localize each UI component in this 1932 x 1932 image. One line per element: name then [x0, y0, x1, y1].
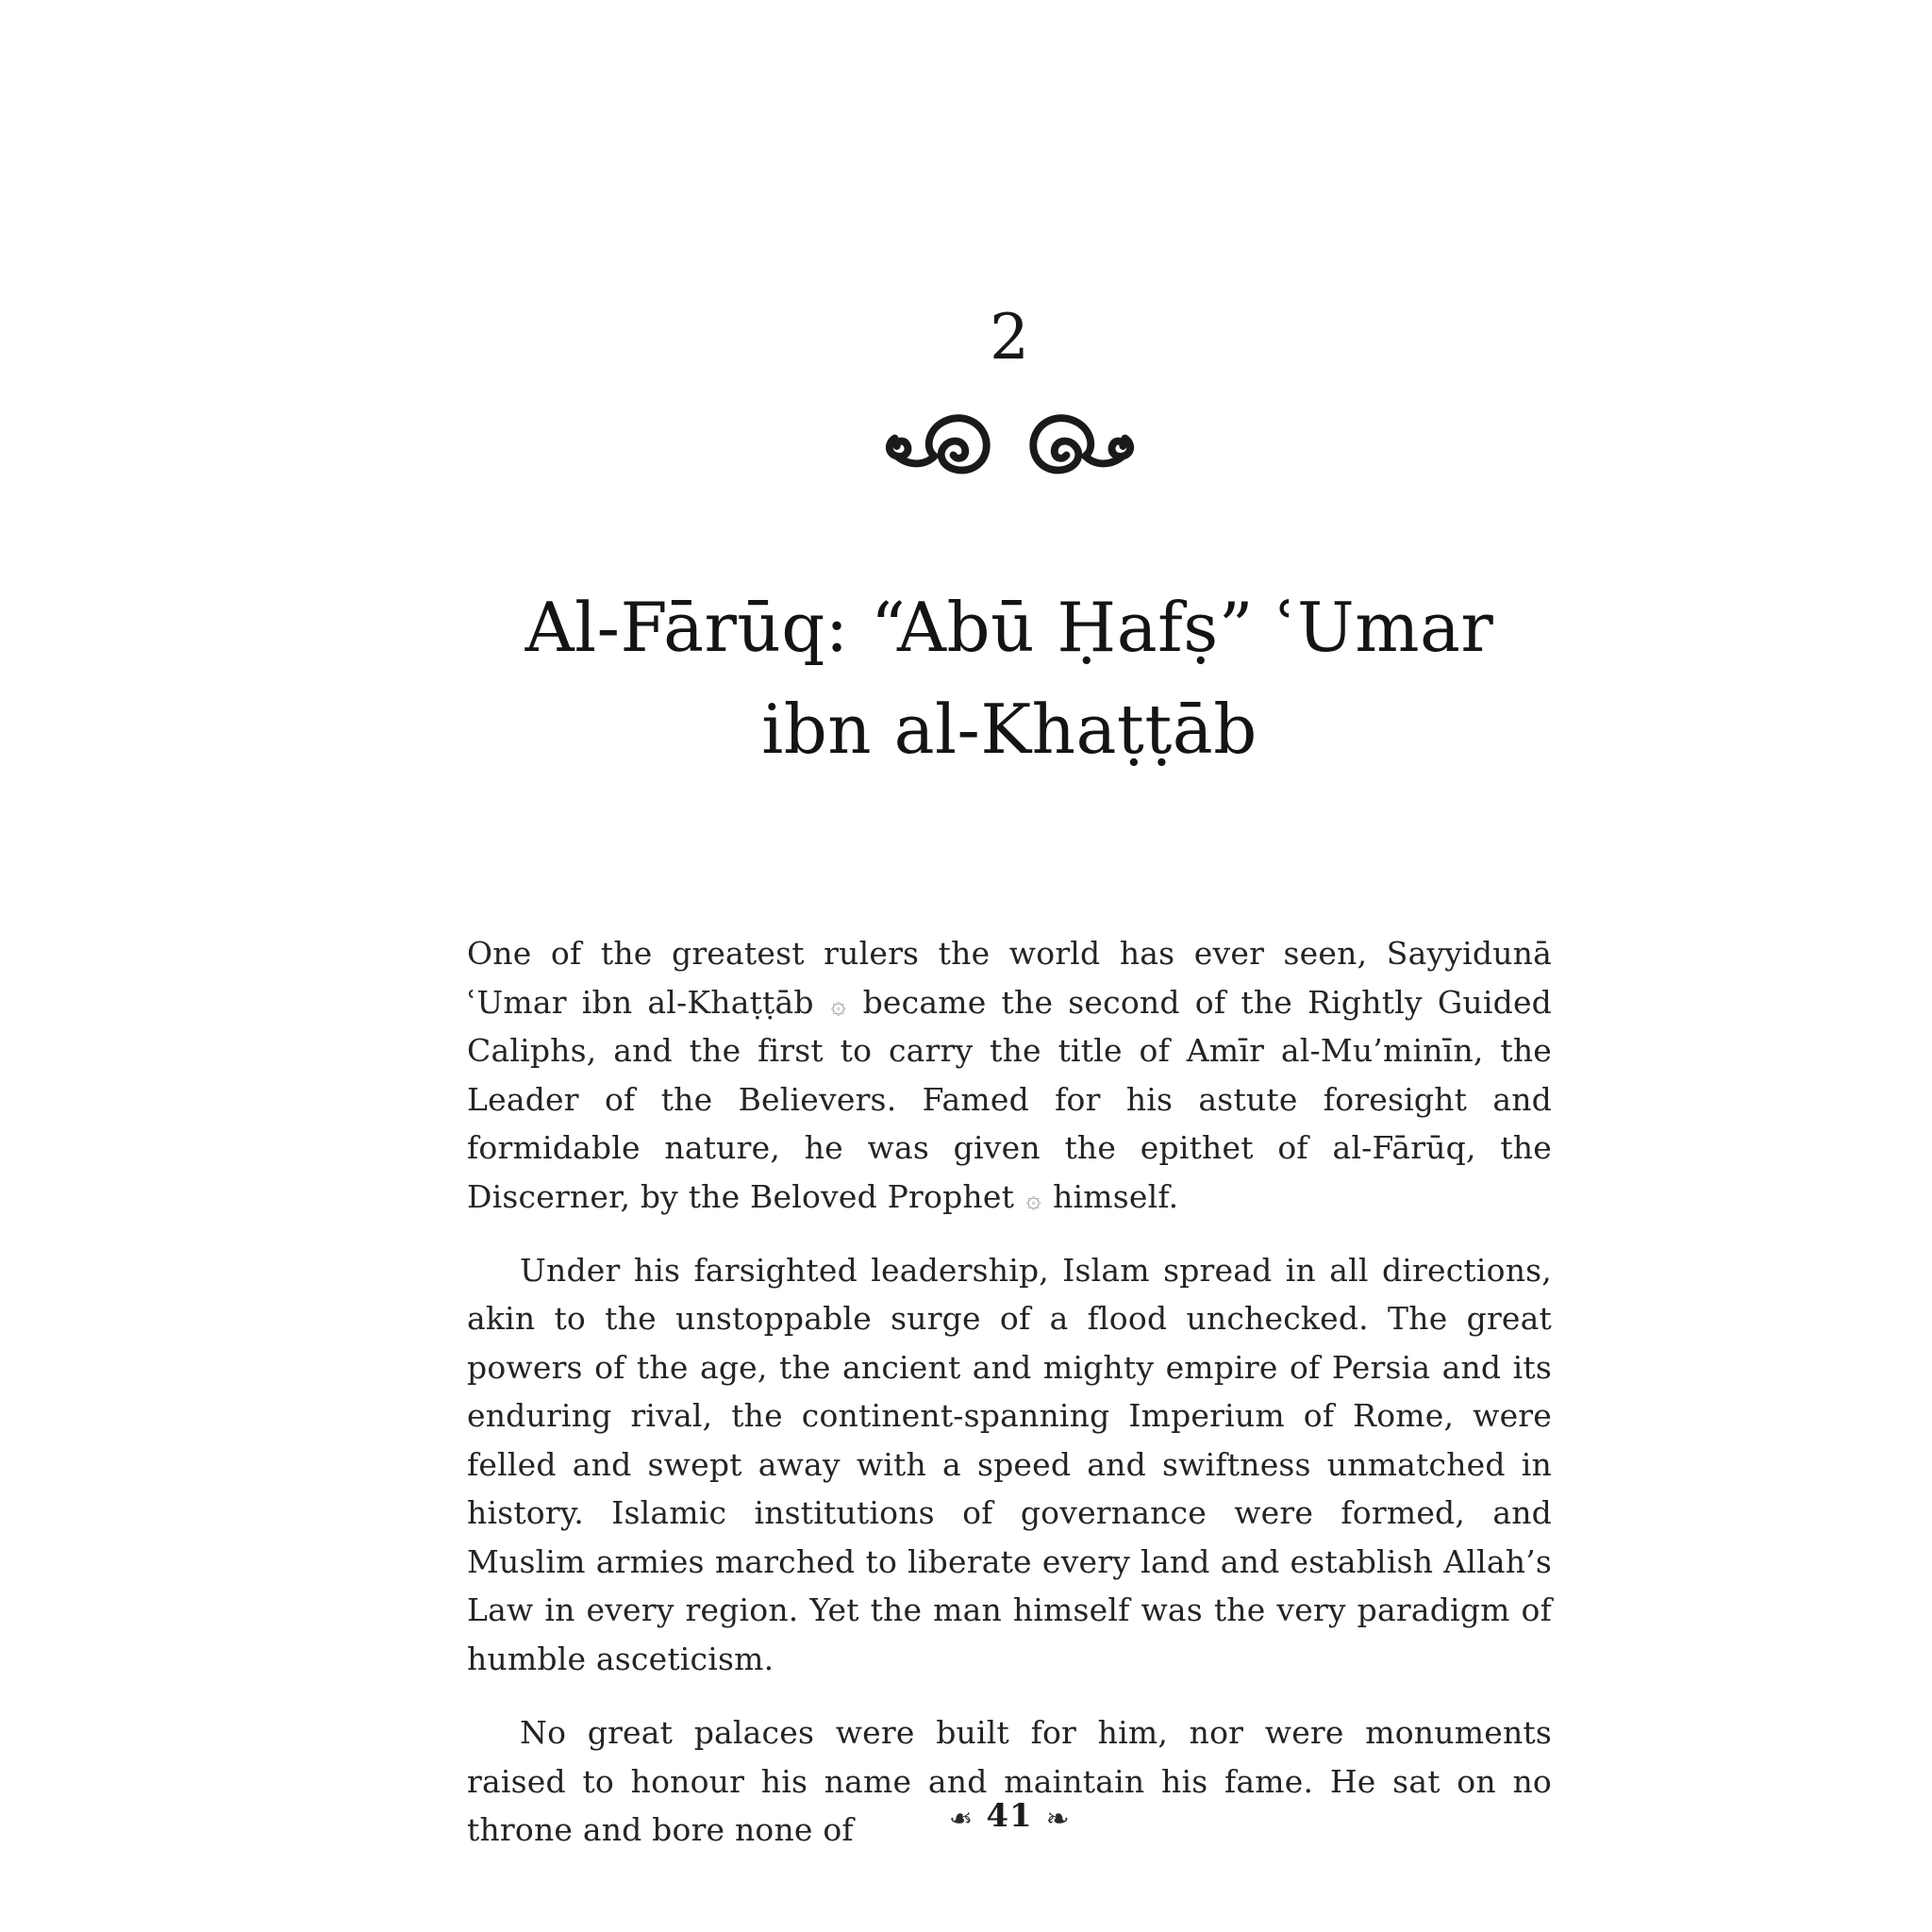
page-footer [467, 1797, 1552, 1836]
body-text [467, 929, 1552, 1854]
fleuron-left-icon: ❧ [949, 1803, 974, 1836]
paragraph-3: No great palaces were built for him, nor were monuments raised to honour his name and maintain his fame. He sat on no throne and bore none of [467, 1714, 1552, 1849]
paragraph-1 [467, 929, 1552, 1221]
radiallahu-anhu-honorific-icon: ۞ [830, 990, 846, 1020]
paragraph-1-text: One of the greatest rulers the world has ever seen, Sayyidunā ʿUmar ibn al-Khaṭṭāb [467, 935, 1552, 1021]
chapter-number: 2 [990, 301, 1029, 374]
paragraph-2: Under his farsighted leadership, Islam spread in all directions, akin to the unstoppable surge of a flood unchecked. The great powers of the age, the ancient and mighty empire of Persia and its enduring rival, the continent-spanning Imperium of Rome, were felled and swept away with a speed and swiftness unmatched in history. Islamic institutions of governance were formed, and Muslim armies marched to liberate every land and establish Allah’s Law in every region. Yet the man himself was the very paradigm of humble asceticism. [467, 1252, 1552, 1677]
paragraph-1-text: himself. [1042, 1177, 1179, 1215]
chapter-title [467, 576, 1552, 780]
page-number: 41 [986, 1797, 1033, 1835]
fleuron-right-icon: ❧ [1045, 1803, 1070, 1836]
chapter-header [467, 300, 1552, 780]
chapter-title-line-2: ibn al-Khaṭṭāb [761, 690, 1257, 770]
chapter-title-line-1: Al-Fārūq: “Abū Ḥafṣ” ʿUmar [525, 588, 1494, 668]
page-sheet [467, 0, 1552, 1932]
paragraph-1-text: became the second of the Rightly Guided Caliphs, and the first to carry the title of Amīr al-Mu’minīn, the Leader of the Believers. Famed for his astute foresight and formidable nature, he was given the epithet of al-Fārūq, the Discerner, by the Beloved Prophet [467, 983, 1553, 1215]
double-scroll-flourish-icon [885, 410, 1135, 482]
chapter-ornament [467, 410, 1552, 486]
prophet-salutation-honorific-icon: ۞ [1025, 1184, 1041, 1214]
